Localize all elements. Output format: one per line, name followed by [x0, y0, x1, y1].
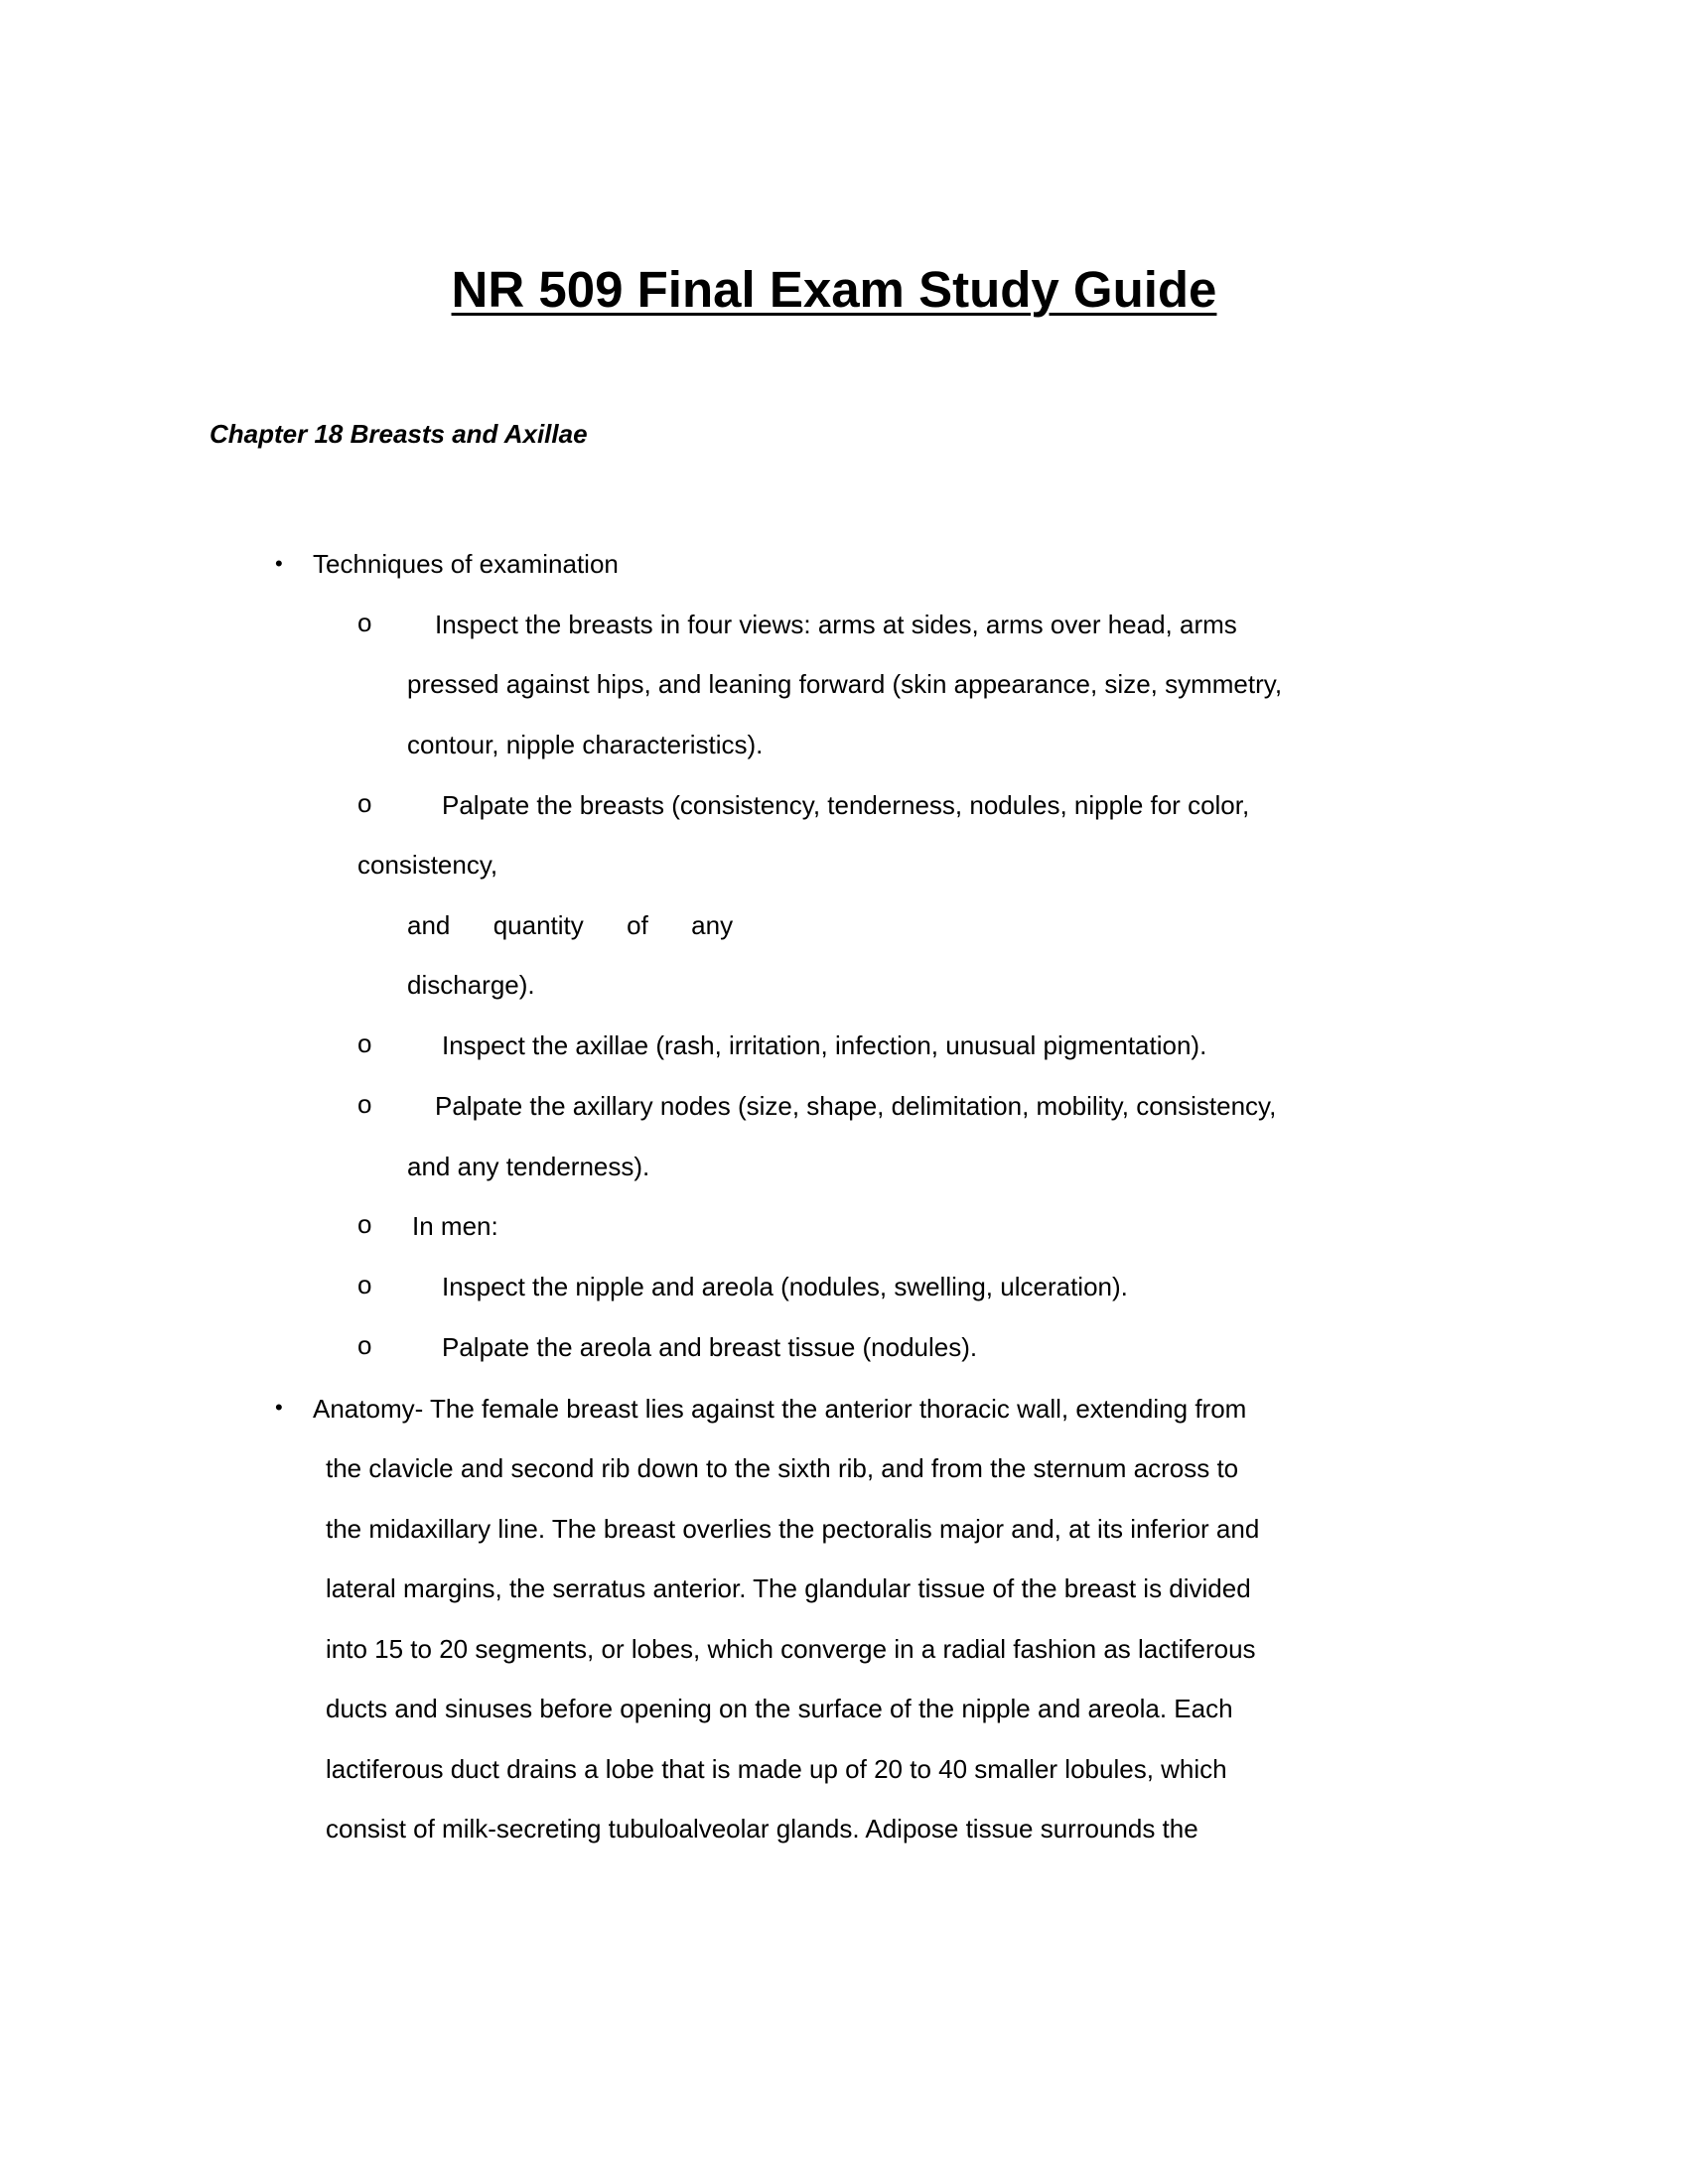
- sub-bullet-icon: o: [357, 1330, 372, 1360]
- text-line: Palpate the areola and breast tissue (nodules).: [442, 1332, 978, 1362]
- sub-bullet-icon: o: [357, 1089, 372, 1119]
- text-line: lactiferous duct drains a lobe that is made up of 20 to 40 smaller lobules, which: [326, 1754, 1227, 1784]
- document-title: NR 509 Final Exam Study Guide: [451, 261, 1217, 318]
- sub-bullet-icon: o: [357, 788, 372, 818]
- text-line: Techniques of examination: [313, 549, 619, 579]
- bullet-icon: •: [275, 1395, 283, 1420]
- text-line: In men:: [412, 1211, 498, 1241]
- text-line: lateral margins, the serratus anterior. The glandular tissue of the breast is divided: [326, 1573, 1251, 1603]
- text-line: Inspect the axillae (rash, irritation, infection, unusual pigmentation).: [442, 1030, 1207, 1060]
- text-line: consist of milk-secreting tubuloalveolar glands. Adipose tissue surrounds the: [326, 1814, 1198, 1843]
- text-line: Inspect the breasts in four views: arms at sides, arms over head, arms: [435, 610, 1237, 639]
- text-line: the clavicle and second rib down to the sixth rib, and from the sternum across to: [326, 1453, 1239, 1483]
- sub-bullet-icon: o: [357, 1028, 372, 1058]
- text-line: and quantity of any: [407, 910, 734, 940]
- text-line: Anatomy- The female breast lies against the anterior thoracic wall, extending from: [313, 1394, 1247, 1424]
- sub-bullet-icon: o: [357, 608, 372, 637]
- bullet-icon: •: [275, 551, 283, 576]
- text-line: contour, nipple characteristics).: [407, 730, 764, 759]
- text-line: Palpate the breasts (consistency, tenderness, nodules, nipple for color,: [442, 790, 1250, 820]
- sub-bullet-icon: o: [357, 1209, 372, 1239]
- text-line: into 15 to 20 segments, or lobes, which converge in a radial fashion as lactiferous: [326, 1634, 1256, 1664]
- text-line: Inspect the nipple and areola (nodules, swelling, ulceration).: [442, 1272, 1128, 1301]
- chapter-heading: Chapter 18 Breasts and Axillae: [210, 419, 588, 449]
- text-line: ducts and sinuses before opening on the surface of the nipple and areola. Each: [326, 1694, 1233, 1723]
- text-line: the midaxillary line. The breast overlies the pectoralis major and, at its inferior and: [326, 1514, 1260, 1544]
- sub-bullet-icon: o: [357, 1270, 372, 1299]
- text-line: pressed against hips, and leaning forward (skin appearance, size, symmetry,: [407, 669, 1283, 699]
- text-line: consistency,: [357, 850, 498, 880]
- text-line: Palpate the axillary nodes (size, shape, delimitation, mobility, consistency,: [435, 1091, 1277, 1121]
- text-line: discharge).: [407, 970, 535, 1000]
- text-line: and any tenderness).: [407, 1152, 650, 1181]
